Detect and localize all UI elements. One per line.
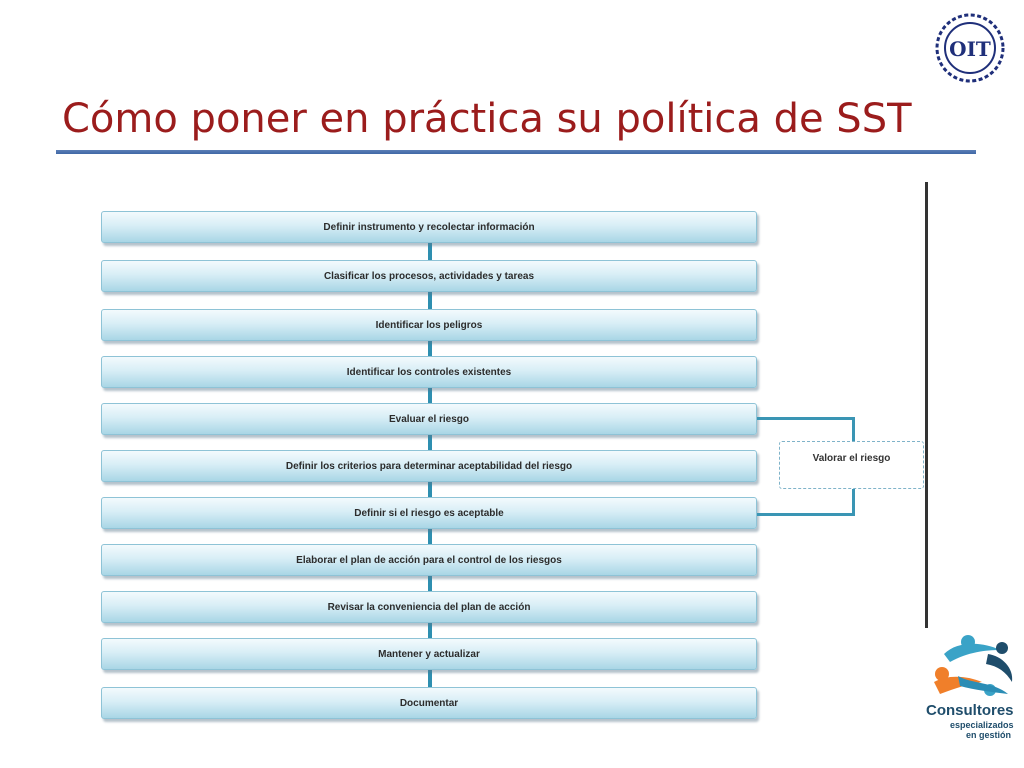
step-documentar: Documentar xyxy=(101,687,757,719)
step-identificar-controles: Identificar los controles existentes xyxy=(101,356,757,388)
consultores-name: Consultores xyxy=(926,702,1014,719)
bracket-top xyxy=(757,417,854,420)
slide-title: Cómo poner en práctica su política de SST xyxy=(62,96,912,142)
bracket-bottom-rise xyxy=(852,489,855,516)
consultores-subtitle-1: especializados xyxy=(950,720,1014,730)
valorar-riesgo-box: Valorar el riesgo xyxy=(779,441,924,489)
bracket-bottom xyxy=(757,513,855,516)
oit-logo xyxy=(934,12,1006,84)
people-icon xyxy=(928,632,1018,700)
step-identificar-peligros: Identificar los peligros xyxy=(101,309,757,341)
vertical-divider xyxy=(925,182,928,628)
oit-logo-text: OIT xyxy=(949,37,991,61)
step-evaluar-riesgo: Evaluar el riesgo xyxy=(101,403,757,435)
bracket-top-drop xyxy=(852,417,855,442)
step-plan-accion: Elaborar el plan de acción para el control de los riesgos xyxy=(101,544,757,576)
step-riesgo-aceptable: Definir si el riesgo es aceptable xyxy=(101,497,757,529)
step-clasificar-procesos: Clasificar los procesos, actividades y tareas xyxy=(101,260,757,292)
step-definir-instrumento: Definir instrumento y recolectar información xyxy=(101,211,757,243)
step-definir-criterios: Definir los criterios para determinar aceptabilidad del riesgo xyxy=(101,450,757,482)
step-revisar-plan: Revisar la conveniencia del plan de acción xyxy=(101,591,757,623)
consultores-logo xyxy=(924,632,1020,742)
step-mantener-actualizar: Mantener y actualizar xyxy=(101,638,757,670)
title-underline xyxy=(56,150,976,154)
consultores-subtitle-2: en gestión xyxy=(966,730,1012,740)
